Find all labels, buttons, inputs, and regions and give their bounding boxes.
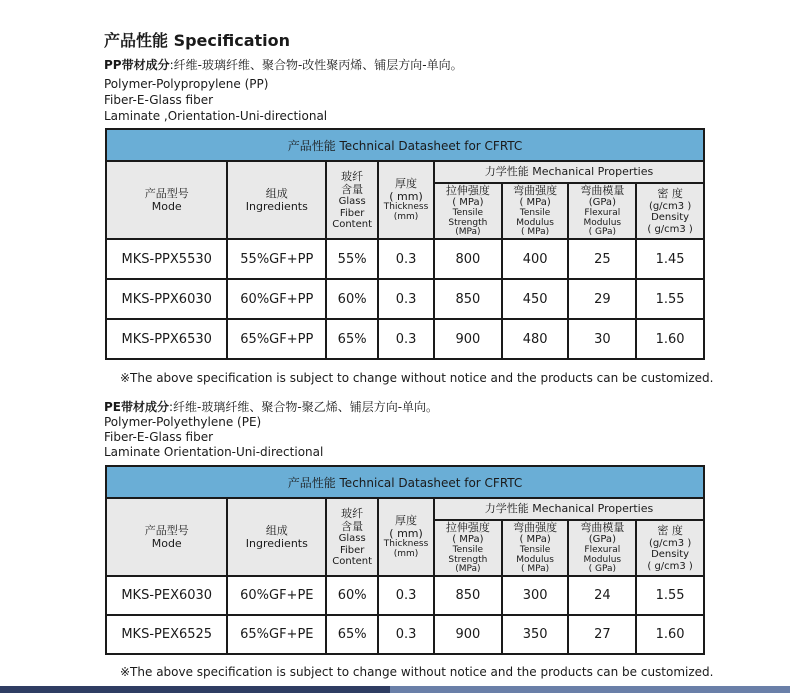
cell-thickness: 0.3: [378, 279, 434, 319]
cell-ts: 850: [434, 576, 502, 615]
header-model: 产品型号 Mode: [106, 161, 227, 239]
pe-table-caption: 产品性能 Technical Datasheet for CFRTC: [106, 466, 704, 498]
bottom-bar-accent: [390, 686, 790, 693]
header-ingredients: 组成 Ingredients: [227, 498, 326, 576]
table-row: [106, 576, 704, 615]
pe-line-laminate: Laminate Orientation-Uni-directional: [104, 445, 324, 459]
cell-ingredients: 65%GF+PP: [227, 319, 326, 359]
cell-ts: 900: [434, 319, 502, 359]
header-density: 密 度 (g/cm3 ) Density ( g/cm3 ): [636, 183, 704, 239]
cell-glass: 55%: [326, 239, 378, 279]
pe-datasheet-table: [105, 465, 705, 655]
cell-fs: 480: [502, 319, 569, 359]
cell-ts: 800: [434, 239, 502, 279]
header-glass-content: 玻纤 含量 Glass Fiber Content: [326, 498, 378, 576]
pe-composition-text: :纤维-玻璃纤维、聚合物-聚乙烯、铺层方向-单向。: [169, 400, 439, 414]
cell-glass: 65%: [326, 615, 378, 654]
header-flexural-modulus: 弯曲模量 (GPa) Flexural Modulus ( GPa): [568, 183, 636, 239]
header-tensile-modulus: 弯曲强度 ( MPa) Tensile Modulus ( MPa): [502, 520, 569, 576]
cell-glass: 60%: [326, 279, 378, 319]
cell-ingredients: 55%GF+PP: [227, 239, 326, 279]
cell-fm: 25: [568, 239, 636, 279]
cell-density: 1.55: [636, 576, 704, 615]
cell-density: 1.60: [636, 615, 704, 654]
cell-model: MKS-PPX6030: [106, 279, 227, 319]
header-thickness: 厚度 ( mm) Thickness (mm): [378, 161, 434, 239]
cell-model: MKS-PEX6030: [106, 576, 227, 615]
pp-datasheet-table: [105, 128, 705, 360]
header-glass-content: 玻纤 含量 Glass Fiber Content: [326, 161, 378, 239]
table-row: [106, 615, 704, 654]
cell-density: 1.55: [636, 279, 704, 319]
pp-line-polymer: Polymer-Polypropylene (PP): [104, 77, 269, 91]
cell-ingredients: 65%GF+PE: [227, 615, 326, 654]
cell-fs: 350: [502, 615, 569, 654]
cell-ingredients: 60%GF+PE: [227, 576, 326, 615]
pe-composition: [104, 398, 438, 415]
pp-composition-text: :纤维-玻璃纤维、聚合物-改性聚丙烯、铺层方向-单向。: [169, 58, 463, 72]
cell-thickness: 0.3: [378, 239, 434, 279]
pp-line-laminate: Laminate ,Orientation-Uni-directional: [104, 109, 328, 123]
cell-thickness: 0.3: [378, 576, 434, 615]
cell-fm: 29: [568, 279, 636, 319]
header-mechanical: 力学性能 Mechanical Properties: [434, 498, 704, 520]
cell-ts: 850: [434, 279, 502, 319]
header-density: 密 度 (g/cm3 ) Density ( g/cm3 ): [636, 520, 704, 576]
cell-thickness: 0.3: [378, 319, 434, 359]
header-model: 产品型号 Mode: [106, 498, 227, 576]
pp-table-caption: 产品性能 Technical Datasheet for CFRTC: [106, 129, 704, 161]
cell-model: MKS-PPX6530: [106, 319, 227, 359]
header-ingredients: 组成 Ingredients: [227, 161, 326, 239]
header-tensile-strength: 拉伸强度 ( MPa) Tensile Strength (MPa): [434, 520, 502, 576]
header-thickness: 厚度 ( mm) Thickness (mm): [378, 498, 434, 576]
pp-note: ※The above specification is subject to change without notice and the products can be customized.: [120, 371, 714, 385]
cell-glass: 65%: [326, 319, 378, 359]
cell-fs: 400: [502, 239, 569, 279]
header-tensile-strength: 拉伸强度 ( MPa) Tensile Strength (MPa): [434, 183, 502, 239]
page-title: 产品性能 Specification: [104, 31, 291, 50]
cell-fm: 30: [568, 319, 636, 359]
header-tensile-modulus: 弯曲强度 ( MPa) Tensile Modulus ( MPa): [502, 183, 569, 239]
table-row: [106, 319, 704, 359]
pe-composition-label: PE带材成分: [104, 400, 169, 414]
cell-fs: 300: [502, 576, 569, 615]
cell-density: 1.60: [636, 319, 704, 359]
pp-line-fiber: Fiber-E-Glass fiber: [104, 93, 214, 107]
cell-thickness: 0.3: [378, 615, 434, 654]
cell-ts: 900: [434, 615, 502, 654]
cell-model: MKS-PEX6525: [106, 615, 227, 654]
cell-glass: 60%: [326, 576, 378, 615]
table-row: [106, 239, 704, 279]
table-row: [106, 279, 704, 319]
pe-line-fiber: Fiber-E-Glass fiber: [104, 430, 214, 444]
pe-line-polymer: Polymer-Polyethylene (PE): [104, 415, 262, 429]
header-mechanical: 力学性能 Mechanical Properties: [434, 161, 704, 183]
pe-note: ※The above specification is subject to change without notice and the products can be customized.: [120, 665, 714, 679]
cell-fs: 450: [502, 279, 569, 319]
cell-model: MKS-PPX5530: [106, 239, 227, 279]
cell-fm: 24: [568, 576, 636, 615]
cell-ingredients: 60%GF+PP: [227, 279, 326, 319]
header-flexural-modulus: 弯曲模量 (GPa) Flexural Modulus ( GPa): [568, 520, 636, 576]
cell-density: 1.45: [636, 239, 704, 279]
pp-composition: [104, 56, 463, 73]
pp-composition-label: PP带材成分: [104, 58, 170, 72]
cell-fm: 27: [568, 615, 636, 654]
